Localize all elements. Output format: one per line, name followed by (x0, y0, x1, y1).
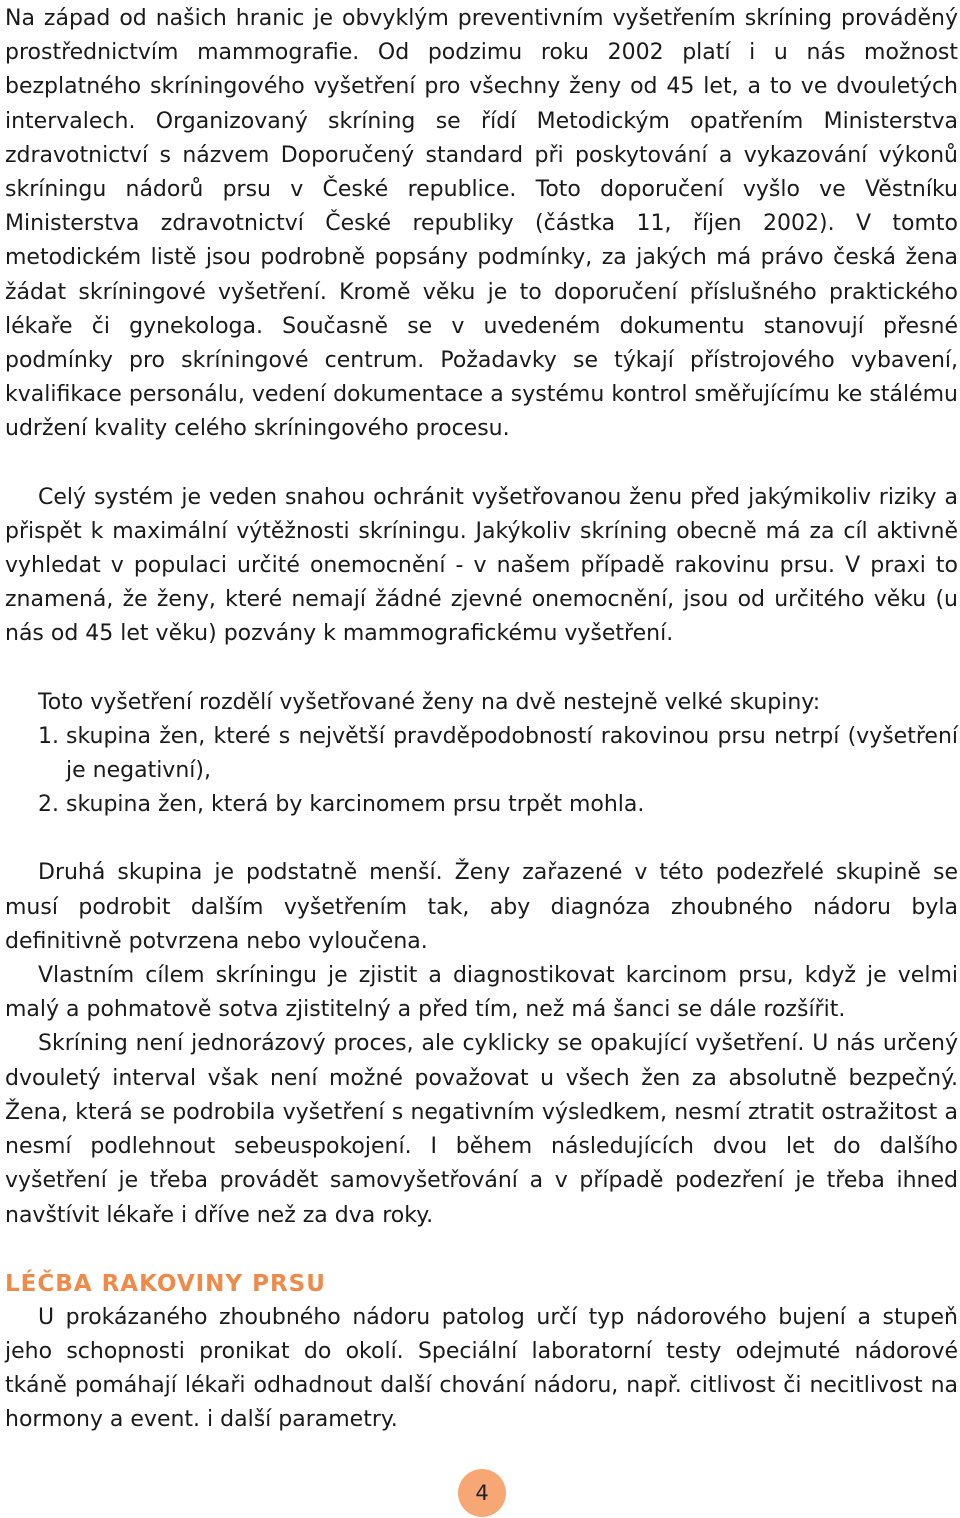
document-page (5, 2, 958, 1438)
paragraph-screening-goal: Vlastním cílem skríningu je zjistit a diagnostikovat karcinom prsu, když je velmi malý a pohmatově sotva zjistitelný a před tím, než má šanci se dále rozšířit. (5, 963, 958, 1023)
paragraph-screening-cycle: Skríning není jednorázový proces, ale cyklicky se opakující vyšetření. U nás určený dvouletý interval však není možné považovat u všech žen za absolutně bezpečný. Žena, která se podrobila vyšetření s negativním výsledkem, nesmí ztratit ostražitost a nesmí podlehnout sebeuspokojení. I během následujících dvou let do dalšího vyšetření je třeba provádět samovyšetřování a v případě podezření je třeba ihned navštívit lékaře i dříve než za dva roky. (5, 1031, 958, 1228)
paragraph-screening-intro: Na západ od našich hranic je obvyklým preventivním vyšetřením skríning prováděný prostřednictvím mammografie. Od podzimu roku 2002 platí i u nás možnost bezplatného skríningového vyšetření pro všechny ženy od 45 let, a to ve dvouletých intervalech. Organizovaný skríning se řídí Metodickým opatřením Ministerstva zdravotnictví s názvem Doporučený standard při poskytování a vykazování výkonů skríningu nádorů prsu v České republice. Toto doporučení vyšlo ve Věstníku Ministerstva zdravotnictví České republiky (částka 11, říjen 2002). V tomto metodickém listě jsou podrobně popsány podmínky, za jakých má právo česká žena žádat skríningové vyšetření. Kromě věku je to doporučení příslušného praktického lékaře či gynekologa. Současně se v uvedeném dokumentu stanovují přesné podmínky pro skríningové centrum. Požadavky se týkají přístrojového vybavení, kvalifikace personálu, vedení dokumentace a systému kontrol směřujícímu ke stálému udržení kvality celého skríningového procesu. (5, 6, 958, 442)
page-number-badge: 4 (458, 1469, 506, 1517)
section-heading: LÉČBA RAKOVINY PRSU (5, 1270, 326, 1297)
list-item-text: skupina žen, která by karcinomem prsu trpět mohla. (66, 792, 645, 818)
list-marker: 2. (38, 792, 59, 818)
paragraph-second-group: Druhá skupina je podstatně menší. Ženy zařazené v této podezřelé skupině se musí podrobit dalším vyšetřením tak, aby diagnóza zhoubného nádoru byla definitivně potvrzena nebo vyloučena. (5, 860, 958, 954)
paragraph-screening-system: Celý systém je veden snahou ochránit vyšetřovanou ženu před jakýmikoliv riziky a přispět k maximální výtěžnosti skríningu. Jakýkoliv skríning obecně má za cíl aktivně vyhledat v populaci určité onemocnění - v našem případě rakovinu prsu. V praxi to znamená, že ženy, které nemají žádné zjevné onemocnění, jsou od určitého věku (u nás od 45 let věku) pozvány k mammografickému vyšetření. (5, 484, 958, 647)
groups-list (5, 720, 958, 823)
list-item (5, 720, 958, 788)
list-item (5, 788, 958, 822)
list-marker: 1. (38, 723, 59, 749)
paragraph-treatment: U prokázaného zhoubného nádoru patolog určí typ nádorového bujení a stupeň jeho schopnosti pronikat do okolí. Speciální laboratorní testy odejmuté nádorové tkáně pomáhají lékaři odhadnout další chování nádoru, např. citlivost či necitlivost na hormony a event. i další parametry. (5, 1304, 958, 1433)
paragraph-groups-intro: Toto vyšetření rozdělí vyšetřované ženy na dvě nestejně velké skupiny: (38, 689, 821, 715)
list-item-text: skupina žen, které s největší pravděpodobností rakovinou prsu netrpí (vyšetření je negativní), (66, 723, 958, 784)
